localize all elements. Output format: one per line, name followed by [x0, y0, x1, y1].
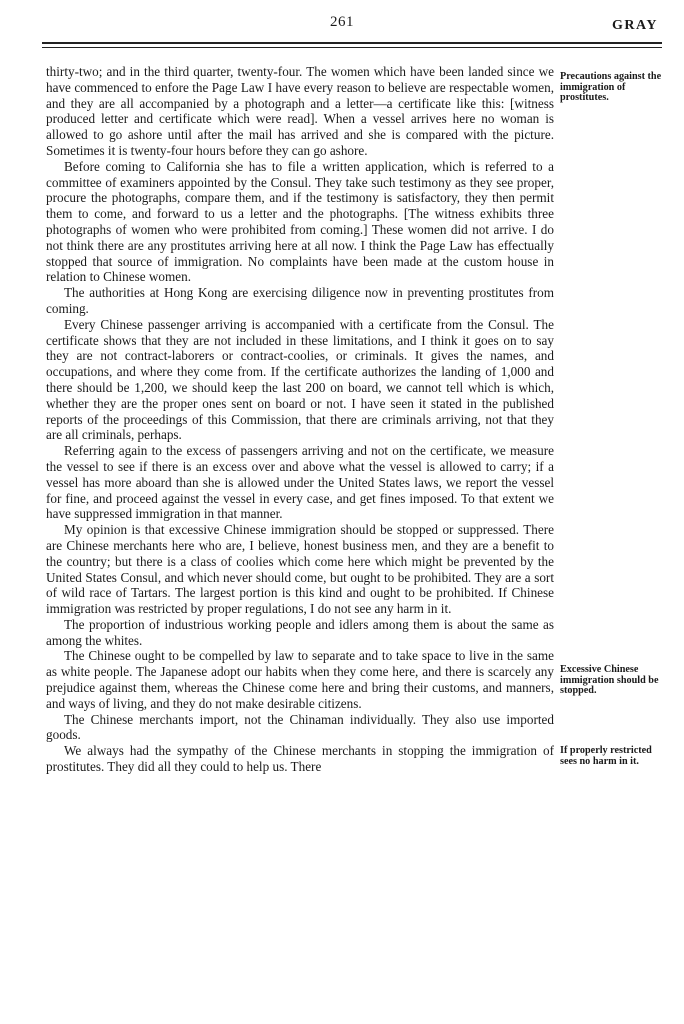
sidenote-restricted-no-harm: If properly restricted sees no harm in it. [560, 745, 652, 767]
paragraph: We always had the sympathy of the Chinese merchants in stopping the immigration of prostitutes. They did all they could to help us. There [46, 743, 554, 775]
running-head: GRAY [612, 18, 658, 33]
paragraph: Referring again to the excess of passengers arriving and not on the certificate, we measure the vessel to see if there is an excess over and above what the vessel is allowed to carry; if a vessel has more aboard than she is allowed under the United States laws, we report the vessel for fine, and proceed against the vessel in every case, and get fines imposed. To that extent we have suppressed immigration in that manner. [46, 443, 554, 522]
sidenote-prostitution-precautions: Precautions against the immigration of prostitutes. [560, 71, 662, 104]
paragraph: The Chinese ought to be compelled by law to separate and to take space to live in the same as white people. The Japanese adopt our habits when they come here, and there is scarcely any prejudice against them, whereas the Chinese come here and bring their customs, and manners, and ways of living, and they do not make desirable citizens. [46, 648, 554, 711]
header-rule-thin [42, 47, 662, 48]
paragraph: Before coming to California she has to file a written application, which is referred to a committee of examiners appointed by the Consul. They take such testimony as they see proper, procure the photographs, compare them, and if the testimony is satisfactory, they then permit them to come, and forward to us a letter and the photographs. [The witness exhibits three photographs of women who were prohibited from coming.] These women did not arrive. I do not think there are any prostitutes arriving here at all now. I think the Page Law has effectually stopped that source of immigration. No complaints have been made at the custom house in relation to Chinese women. [46, 158, 554, 285]
paragraph: Every Chinese passenger arriving is accompanied with a certificate from the Consul. The certificate shows that they are not included in these limitations, and I think it goes on to say they are not contract-laborers or contract-coolies, or criminals. It gives the names, and occupations, and where they come from. If the certificate authorizes the landing of 1,000 and there should be 1,200, we should keep the last 200 on board, we cannot tell which is which, whether they are the proper ones sent on board or not. I have seen it stated in the published reports of the proceedings of this Commission, that there are criminals arriving, not that they are all criminals, perhaps. [46, 316, 554, 443]
sidenote-excessive-immigration: Excessive Chinese immigration should be stopped. [560, 664, 659, 697]
paragraph: My opinion is that excessive Chinese immigration should be stopped or suppressed. There are Chinese merchants here who are, I believe, honest business men, and they are a benefit to the country; but there is a class of coolies which come here which might be prevented by the United States Consul, and which never should come, but ought to be prohibited. They are a sort of wild race of Tartars. The largest portion is this kind and ought to be prohibited. If Chinese immigration was restricted by proper regulations, I do not see any harm in it. [46, 522, 554, 617]
header-rule-thick [42, 42, 662, 44]
paragraph: The authorities at Hong Kong are exercising diligence now in preventing prostitutes from coming. [46, 285, 554, 316]
paragraph: The proportion of industrious working people and idlers among them is about the same as among the whites. [46, 616, 554, 648]
body-text [46, 64, 554, 775]
page-number: 261 [330, 14, 354, 30]
paragraph: thirty-two; and in the third quarter, twenty-four. The women which have been landed since we have commenced to enfore the Page Law I have every reason to believe are respectable women, and they are all accompanied by a photograph and a letter—a certificate like this: [witness produced letter and certificate which were read]. When a vessel arrives here no woman is allowed to go ashore until after the mail has arrived and she is compared with the picture. Sometimes it is twenty-four hours before they can go ashore. [46, 64, 554, 158]
paragraph: The Chinese merchants import, not the Chinaman individually. They also use imported goods. [46, 711, 554, 743]
